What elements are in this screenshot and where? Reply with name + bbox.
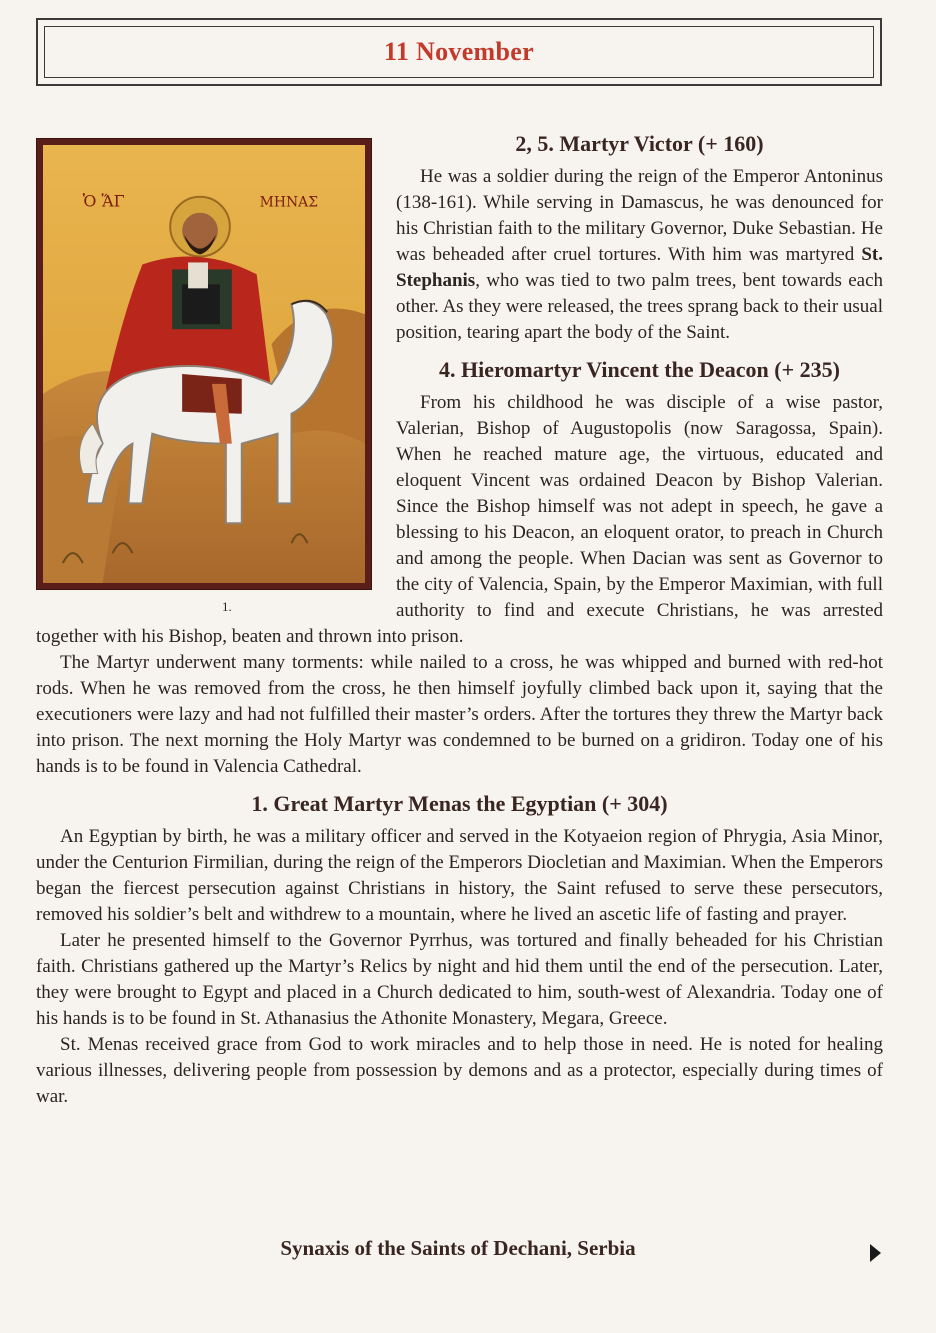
- menas-paragraph-2: Later he presented himself to the Governor Pyrrhus, was tortured and finally beheaded for his Christian faith. Christians gathered up the Martyr’s Relics by night and hid them until the end of the persecution. Later, they were brought to Egypt and placed in a Church dedicated to him, south-west of Alexandria. Today one of his hands is to be found in St. Athanasius the Athonite Monastery, Megara, Greece.: [36, 930, 883, 1029]
- victor-paragraph: He was a soldier during the reign of the Emperor Antoninus (138-161). While serving in Damascus, he was denounced for his Christian faith to the military Governor, Duke Sebastian. He was beheaded after cruel tortures. With him was martyred St. Stephanis, who was tied to two palm trees, bent towards each other. As they were released, the trees sprang back to their usual position, tearing apart the body of the Saint.: [396, 166, 883, 343]
- date-header-inner: [44, 26, 874, 78]
- vincent-paragraph-2: The Martyr underwent many torments: while nailed to a cross, he was whipped and burned with red-hot rods. When he was removed from the cross, he then himself joyfully climbed back upon it, saying that the executioners were lazy and had not fulfilled their master’s orders. After the tortures they threw the Martyr back into prison. The next morning the Holy Martyr was condemned to be burned on a gridiron. Today one of his hands is to be found in Valencia Cathedral.: [36, 652, 883, 777]
- section-title-victor: 2, 5. Martyr Victor (+ 160): [515, 131, 764, 156]
- icon-caption: 1.: [222, 599, 232, 614]
- st-menas-icon-image: [36, 138, 372, 590]
- menas-paragraph-3: St. Menas received grace from God to work miracles and to help those in need. He is noted for healing various illnesses, delivering people from possession by demons and as a protector, especially during times of war.: [36, 1034, 883, 1107]
- icon-figure: [36, 138, 384, 616]
- saint-name-stephanis: St. Stephanis: [396, 244, 883, 291]
- next-page-title: Synaxis of the Saints of Dechani, Serbia: [280, 1236, 636, 1260]
- next-page-arrow-icon[interactable]: [870, 1244, 881, 1262]
- horseman-icon: [43, 145, 365, 583]
- icon-inscription-left: Ὁ ἍΓ: [82, 191, 125, 211]
- section-title-vincent: 4. Hieromartyr Vincent the Deacon (+ 235): [439, 357, 840, 382]
- date-header-frame: [36, 18, 882, 86]
- section-title-menas: 1. Great Martyr Menas the Egyptian (+ 304): [251, 791, 668, 816]
- vincent-paragraph-1: From his childhood he was disciple of a wise pastor, Valerian, Bishop of Augustopolis (now Saragossa, Spain). When he reached mature age, the virtuous, educated and eloquent Vincent was ordained Deacon by Bishop Valerian. Since the Bishop himself was not adept in speech, he gave a blessing to his Deacon, an eloquent orator, to preach in Church and among the people. When Dacian was sent as Governor to the city of Valencia, Spain, by the Emperor Maximian, with full authority to find and execute Christians, he was arrested together with his Bishop, beaten and thrown into prison.: [36, 392, 883, 647]
- page-date-title: 11 November: [384, 37, 534, 66]
- main-content: [36, 130, 883, 1110]
- icon-inscription-right: ΜΗΝΑΣ: [259, 194, 319, 211]
- menas-paragraph-1: An Egyptian by birth, he was a military officer and served in the Kotyaeion region of Phrygia, Asia Minor, under the Centurion Firmilian, during the reign of the Emperors Diocletian and Maximian. When the Emperors began the fiercest persecution against Christians in history, the Saint refused to serve these persecutors, removed his soldier’s belt and withdrew to a mountain, where he lived an ascetic life of fasting and prayer.: [36, 826, 883, 925]
